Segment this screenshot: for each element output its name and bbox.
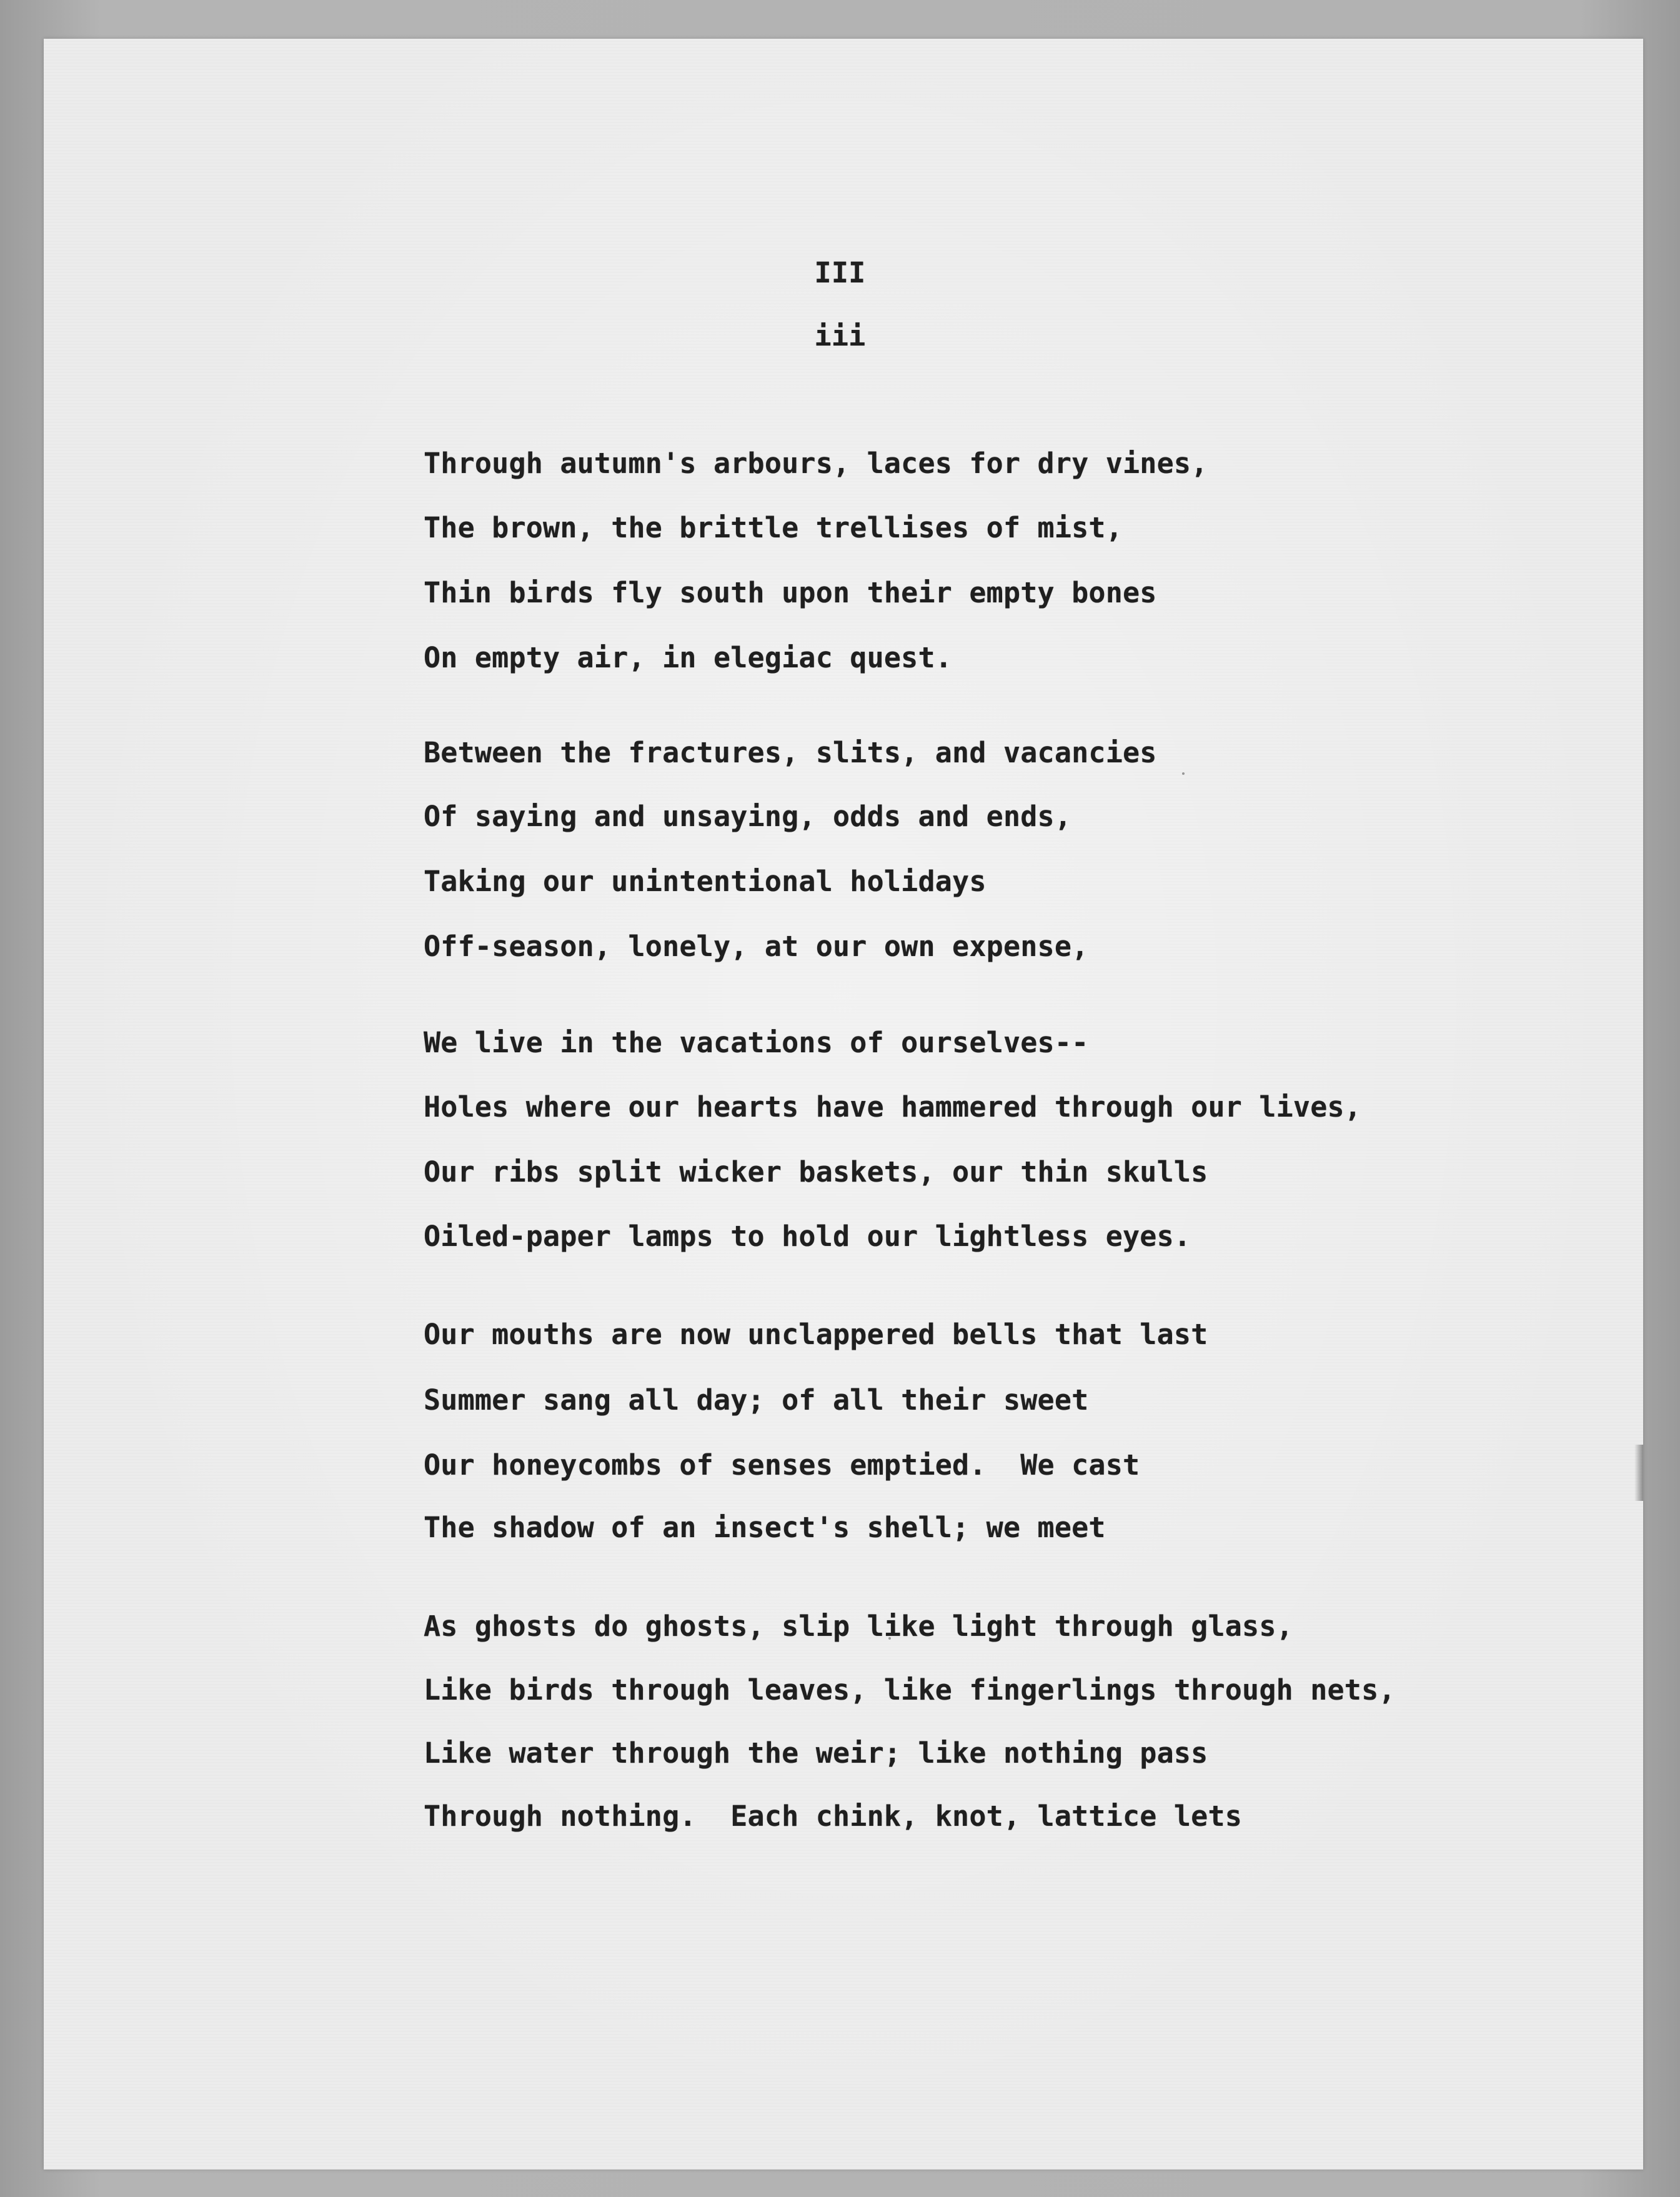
poem-line: Our mouths are now unclappered bells that last [424,1318,1208,1351]
paper-edge-mark [1634,1445,1643,1501]
poem-number: iii [814,319,866,352]
paper-speck [1182,772,1185,775]
poem-line: Like birds through leaves, like fingerlings through nets, [424,1673,1396,1706]
poem-line: The shadow of an insect's shell; we meet [424,1511,1106,1544]
poem-line: Through nothing. Each chink, knot, lattice lets [424,1800,1243,1833]
poem-line: Of saying and unsaying, odds and ends, [424,800,1072,833]
poem-line: Taking our unintentional holidays [424,865,987,898]
poem-line: We live in the vacations of ourselves-- [424,1026,1089,1059]
poem-line: Between the fractures, slits, and vacancies [424,736,1157,769]
poem-line: The brown, the brittle trellises of mist, [424,511,1123,544]
poem-line: Like water through the weir; like nothing pass [424,1736,1208,1770]
poem-line: Oiled-paper lamps to hold our lightless eyes. [424,1220,1191,1253]
section-number: III [814,256,866,289]
poem-line: Thin birds fly south upon their empty bones [424,576,1157,609]
poem-line: Through autumn's arbours, laces for dry vines, [424,447,1208,480]
poem-line: Summer sang all day; of all their sweet [424,1383,1089,1417]
poem-line: Our ribs split wicker baskets, our thin skulls [424,1155,1208,1188]
poem-line: Our honeycombs of senses emptied. We cast [424,1448,1140,1482]
poem-line: Off-season, lonely, at our own expense, [424,930,1089,963]
poem-line: On empty air, in elegiac quest. [424,641,953,674]
poem-line: Holes where our hearts have hammered through our lives, [424,1090,1362,1123]
poem-line: As ghosts do ghosts, slip like light through glass, [424,1610,1293,1643]
